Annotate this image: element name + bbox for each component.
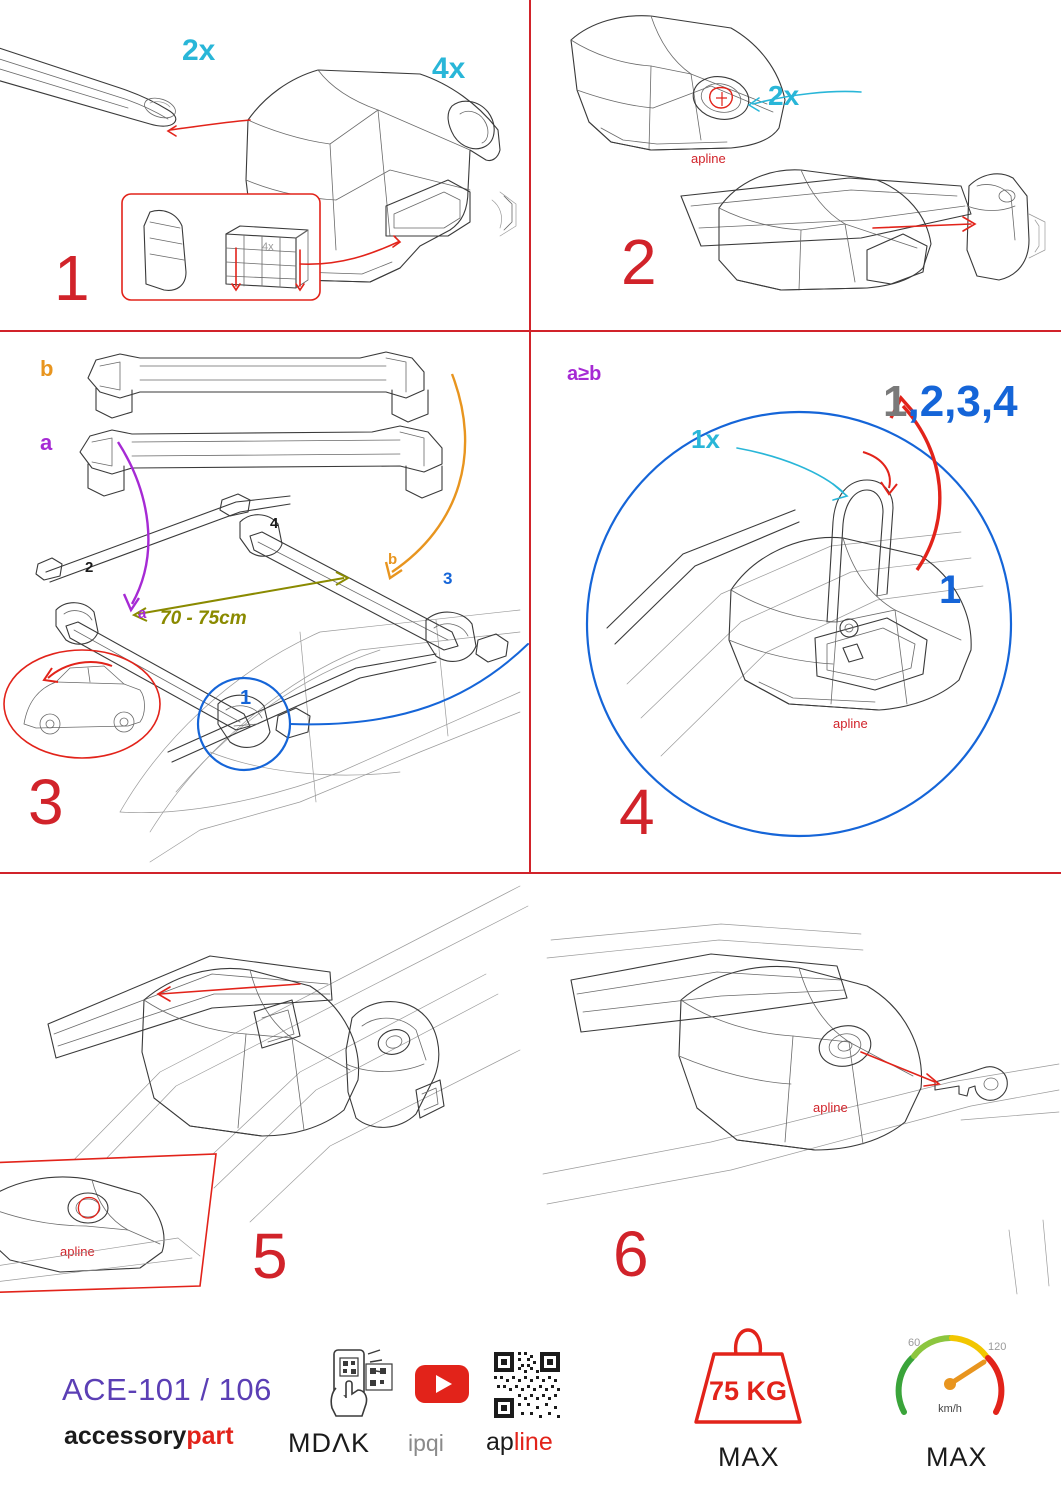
step-2-illustration (531, 0, 1061, 330)
brand-mark-text: apline (691, 151, 726, 166)
foot-with-lock-cover (571, 16, 785, 166)
order-part-2: ,2,3,4 (907, 377, 1018, 426)
key-qty-callout (737, 448, 843, 492)
step-6-panel (531, 874, 1061, 1310)
speedometer-icon (888, 1320, 1012, 1436)
rail-and-foot-zoom (607, 510, 983, 756)
qty-label-key: 1x (691, 424, 720, 454)
arrow-to-step-4 (290, 644, 528, 724)
marker-1-text: 1 (240, 687, 252, 709)
step-number-6: 6 (613, 1218, 649, 1290)
weight-max-label: MAX (718, 1442, 780, 1472)
step-1-inset (122, 194, 320, 300)
brand-mark-text-step4: apline (833, 716, 868, 731)
arrow-b-to-bar (392, 374, 465, 572)
brand-mdak-text: MDΛK (288, 1428, 371, 1458)
lock-barrel-step5 (346, 1002, 444, 1128)
inset-qty-text: 4x (262, 241, 274, 253)
step-5-inset (0, 1154, 216, 1294)
tighten-order-label (883, 377, 1018, 426)
tighten-order-arrow (903, 406, 940, 570)
car-direction-inset (4, 650, 160, 758)
qty-label-foot: 4x (432, 52, 466, 85)
step-6-illustration (531, 874, 1061, 1310)
relation-label: a≥b (567, 363, 602, 385)
label-a: a (40, 430, 53, 455)
brand-part-text: part (186, 1422, 234, 1450)
gauge-unit-text: km/h (938, 1403, 962, 1415)
step-5-panel (0, 874, 529, 1310)
step-number-1: 1 (54, 242, 90, 314)
rotate-arrow (863, 452, 890, 488)
gauge-tick-low: 60 (908, 1337, 921, 1349)
bar-and-endcap (681, 170, 1045, 290)
brand-accessorypart (64, 1422, 234, 1451)
zoom-circle-step4 (587, 412, 1011, 836)
marker-3-text: 3 (443, 569, 453, 588)
qr-scan-hand-icon (322, 1348, 400, 1418)
arrow-a-to-bar (118, 442, 148, 604)
crossbar-step5 (48, 956, 359, 1136)
label-b-on-roof: b (388, 551, 398, 568)
brand-mark-text-inset: apline (60, 1244, 95, 1259)
label-a-on-roof: a (138, 605, 147, 622)
dimension-text: 70 - 75cm (160, 608, 247, 629)
dimension-70-75 (134, 572, 348, 629)
brand-ipqi-text: ipqi (408, 1430, 444, 1456)
brand-accessory-text: accessory (64, 1422, 187, 1450)
crossbar-a-graphic (80, 426, 442, 498)
brand-apline (486, 1428, 553, 1457)
step-1-panel (0, 0, 529, 330)
weight-icon (688, 1318, 808, 1434)
model-code: ACE-101 / 106 (62, 1372, 272, 1407)
crossbar-b-graphic (88, 352, 428, 422)
step-number-3: 3 (28, 766, 64, 838)
step-number-5: 5 (252, 1220, 288, 1292)
bar-to-foot-arrow (170, 120, 250, 130)
crossbar-step6 (571, 954, 922, 1150)
marker-2-text: 2 (85, 559, 94, 576)
qty-label-crossbar: 2x (182, 34, 216, 67)
step-3-illustration (0, 332, 529, 872)
allen-key-graphic (827, 480, 893, 622)
car-roof-graphic (36, 494, 520, 862)
brand-ap-text: ap (486, 1428, 514, 1456)
gauge-tick-high: 120 (988, 1341, 1007, 1353)
label-b: b (40, 356, 54, 381)
weight-value-text: 75 KG (708, 1376, 788, 1406)
qty-label-lock-cover: 2x (768, 80, 800, 111)
step-3-panel (0, 332, 529, 872)
step-4-panel (531, 332, 1061, 872)
brand-mark-text-step6: apline (813, 1100, 848, 1115)
brand-line-text: line (513, 1428, 553, 1456)
step-2-panel (531, 0, 1061, 330)
order-part-1: 1 (883, 377, 908, 426)
step-number-2: 2 (621, 226, 657, 298)
footer (0, 1310, 1061, 1500)
marker-4-text: 4 (270, 515, 279, 532)
qr-code-icon (492, 1350, 562, 1420)
crossbar-graphic (0, 45, 178, 126)
step-number-4: 4 (619, 776, 655, 848)
speed-max-label: MAX (926, 1442, 988, 1472)
youtube-icon[interactable] (414, 1364, 470, 1404)
insert-key-arrow (861, 1052, 935, 1082)
first-tighten-label: 1 (939, 568, 962, 612)
